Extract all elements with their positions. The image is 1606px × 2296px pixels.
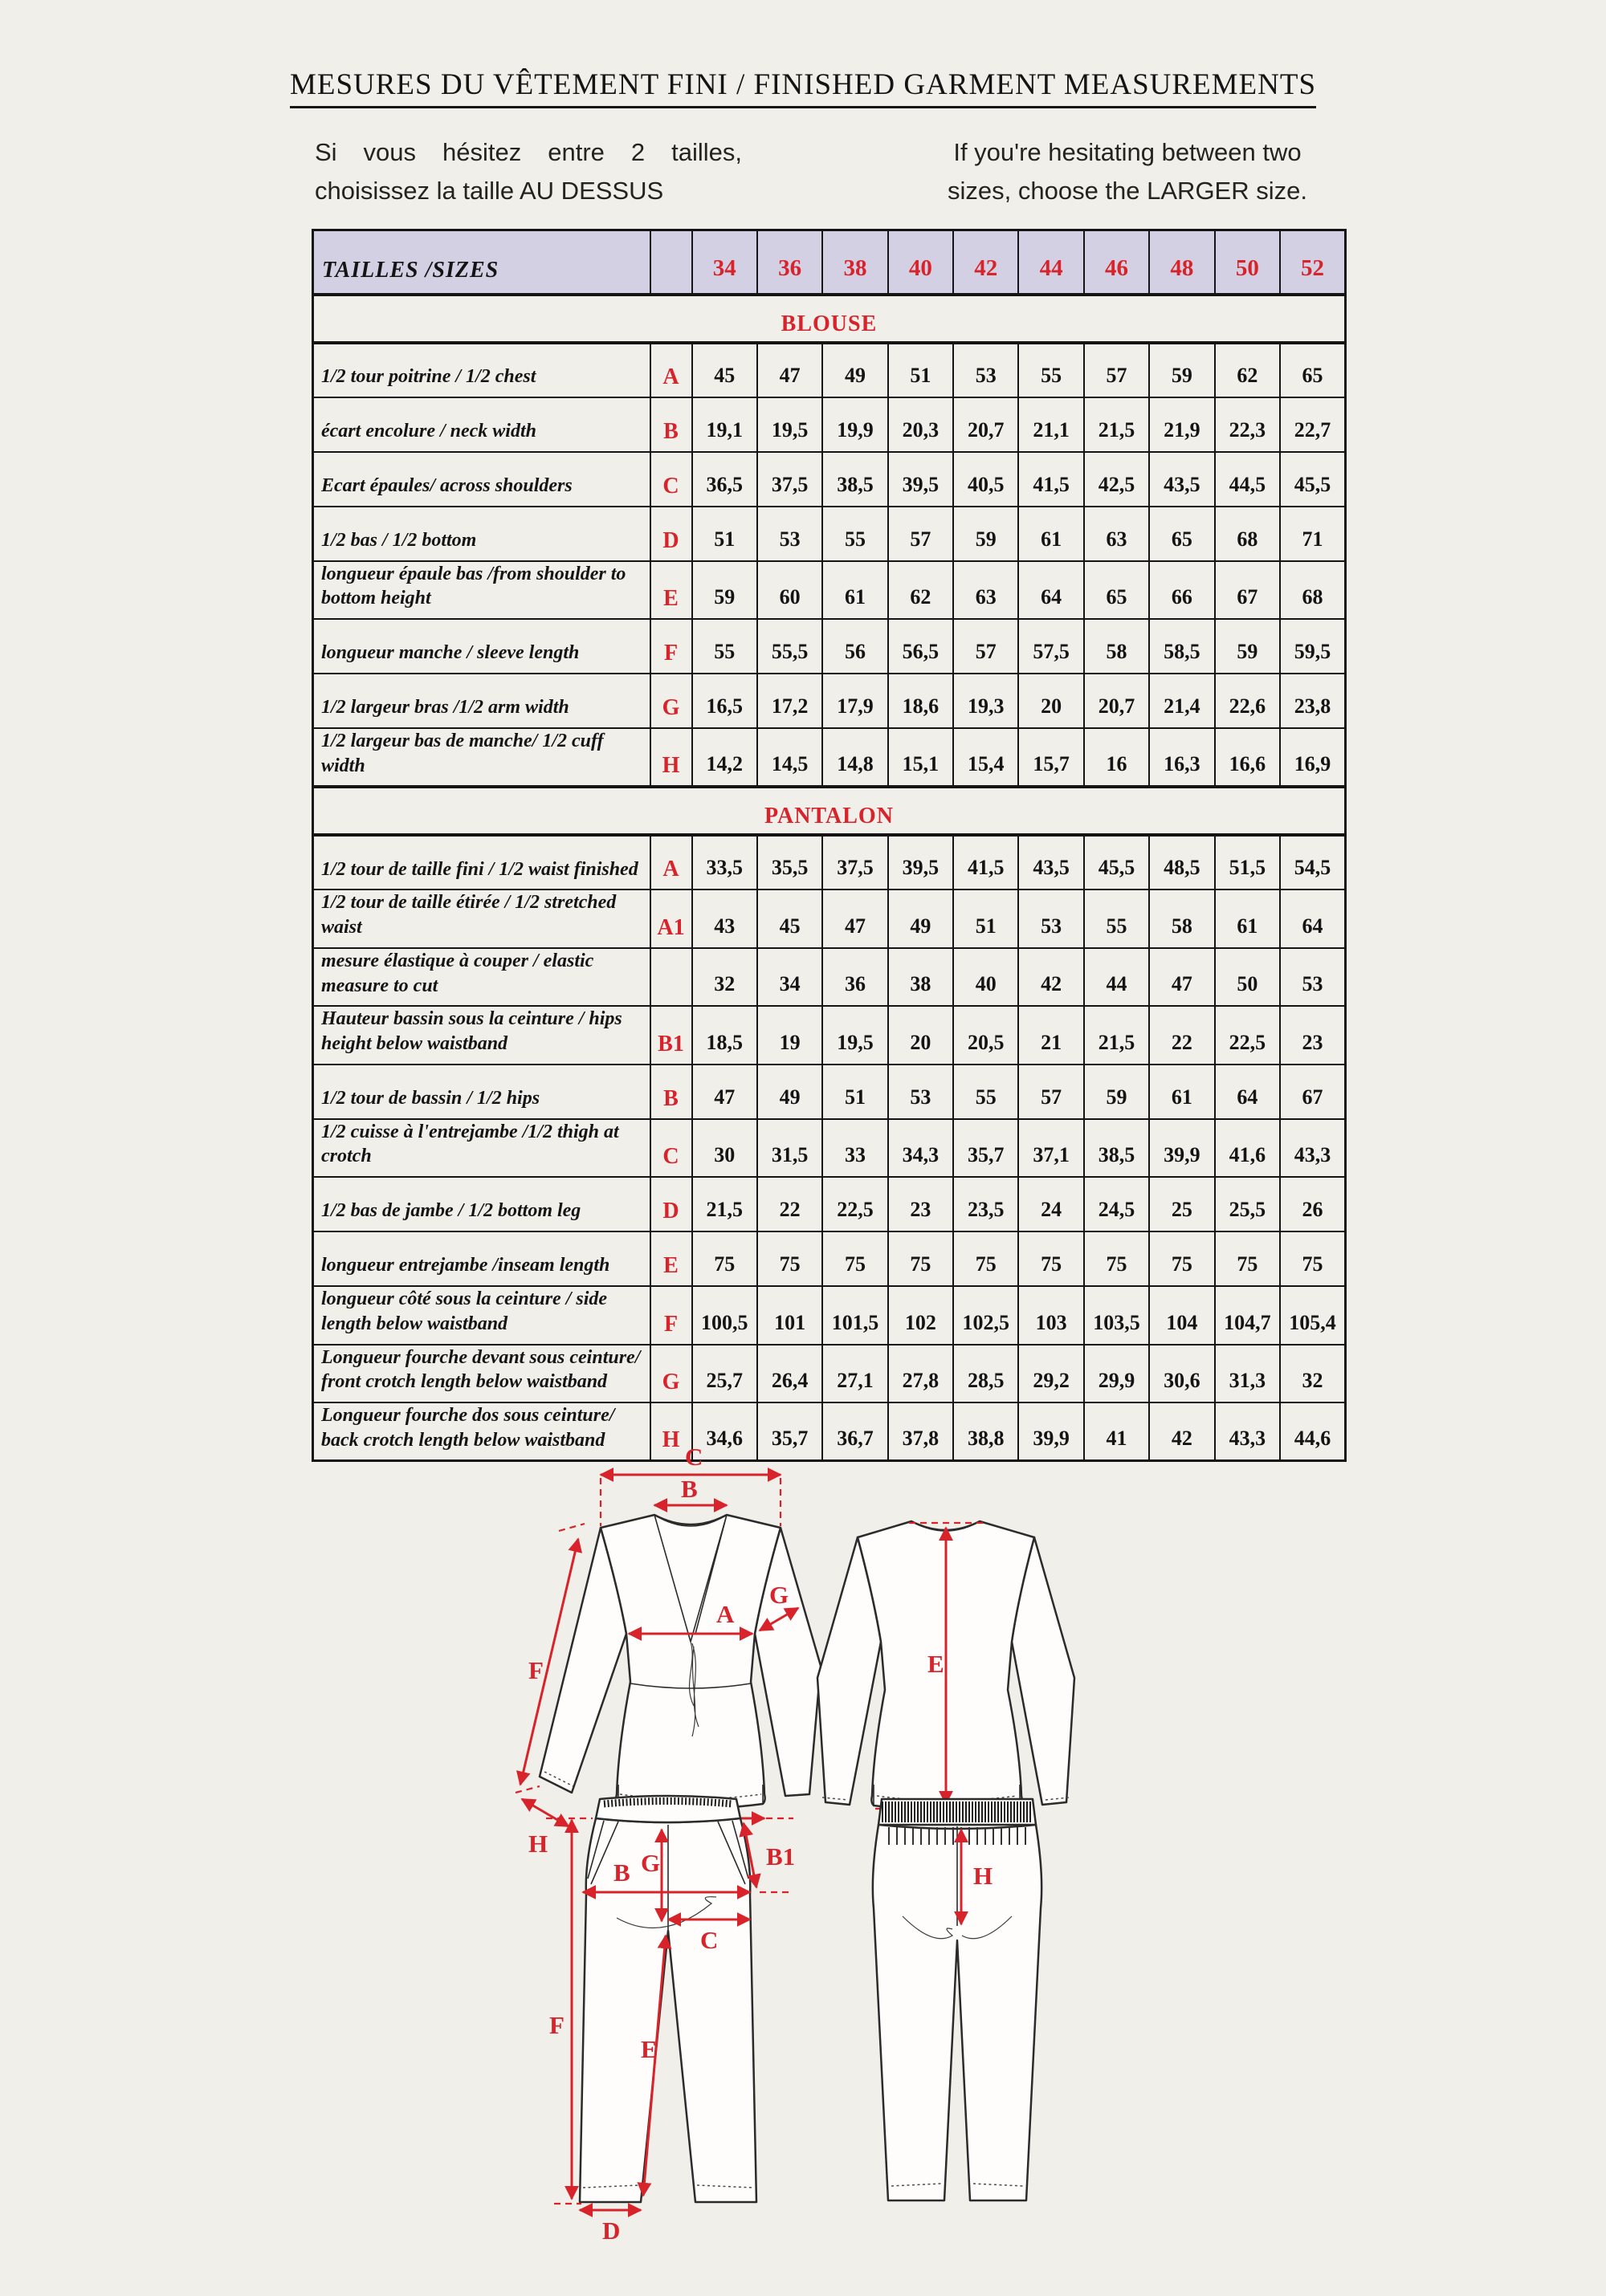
value-pantalon-D-size-50: 25,5 [1215, 1177, 1280, 1231]
value-pantalon-D-size-52: 26 [1280, 1177, 1345, 1231]
value-blouse-C-size-52: 45,5 [1280, 452, 1345, 507]
measurement-row-blouse-B [313, 397, 1346, 452]
measurement-letter-pantalon-F: F [650, 1286, 692, 1344]
value-pantalon-B-size-36: 49 [757, 1065, 822, 1119]
measurement-label-blouse-F: longueur manche / sleeve length [313, 619, 650, 674]
value-pantalon-B-size-40: 53 [888, 1065, 953, 1119]
value-blouse-B-size-44: 21,1 [1018, 397, 1083, 452]
size-column-header-52: 52 [1280, 230, 1345, 295]
page-title: MESURES DU VÊTEMENT FINI / FINISHED GARMENT MEASUREMENTS [290, 67, 1316, 108]
measurement-row-pantalon-G [313, 1345, 1346, 1402]
sizes-header-row [313, 230, 1346, 295]
measurement-label-pantalon-D: 1/2 bas de jambe / 1/2 bottom leg [313, 1177, 650, 1231]
value-blouse-B-size-38: 19,9 [822, 397, 887, 452]
value-blouse-H-size-44: 15,7 [1018, 728, 1083, 787]
value-blouse-A-size-36: 47 [757, 343, 822, 397]
value-pantalon-A-size-34: 33,5 [692, 835, 757, 889]
value-pantalon-elastic-size-34: 32 [692, 948, 757, 1006]
value-pantalon-H-size-40: 37,8 [888, 1402, 953, 1461]
value-pantalon-elastic-size-50: 50 [1215, 948, 1280, 1006]
value-pantalon-F-size-46: 103,5 [1084, 1286, 1149, 1344]
dim-label-blouse-B: B [681, 1475, 698, 1503]
size-table-body [313, 295, 1346, 1461]
value-pantalon-E-size-46: 75 [1084, 1231, 1149, 1286]
intro-fr-line1: Si vous hésitez entre 2 tailles, [315, 138, 742, 166]
measurement-letter-pantalon-E: E [650, 1231, 692, 1286]
value-blouse-A-size-50: 62 [1215, 343, 1280, 397]
value-pantalon-B1-size-36: 19 [757, 1006, 822, 1064]
measurement-letter-pantalon-C: C [650, 1119, 692, 1177]
dim-label-pants-D: D [602, 2217, 621, 2245]
value-pantalon-A-size-52: 54,5 [1280, 835, 1345, 889]
value-pantalon-F-size-50: 104,7 [1215, 1286, 1280, 1344]
pants-front-diagram [546, 1796, 795, 2245]
value-pantalon-C-size-42: 35,7 [953, 1119, 1018, 1177]
value-pantalon-E-size-36: 75 [757, 1231, 822, 1286]
value-pantalon-B-size-42: 55 [953, 1065, 1018, 1119]
measurement-row-blouse-A [313, 343, 1346, 397]
value-pantalon-A-size-38: 37,5 [822, 835, 887, 889]
measurement-letter-blouse-H: H [650, 728, 692, 787]
section-header-blouse: BLOUSE [313, 295, 1346, 343]
intro-text-french [315, 133, 742, 210]
dim-label-pants-C: C [700, 1926, 719, 1954]
measurement-letter-blouse-E: E [650, 561, 692, 619]
value-blouse-D-size-48: 65 [1149, 507, 1214, 561]
value-pantalon-B1-size-40: 20 [888, 1006, 953, 1064]
value-pantalon-elastic-size-38: 36 [822, 948, 887, 1006]
value-pantalon-B1-size-44: 21 [1018, 1006, 1083, 1064]
value-blouse-F-size-36: 55,5 [757, 619, 822, 674]
measurement-letter-blouse-A: A [650, 343, 692, 397]
dim-label-blouse-C: C [685, 1443, 703, 1471]
value-pantalon-A-size-48: 48,5 [1149, 835, 1214, 889]
value-pantalon-B-size-52: 67 [1280, 1065, 1345, 1119]
size-column-header-40: 40 [888, 230, 953, 295]
size-column-header-36: 36 [757, 230, 822, 295]
value-blouse-G-size-38: 17,9 [822, 674, 887, 728]
value-blouse-A-size-46: 57 [1084, 343, 1149, 397]
dim-label-blouse-A: A [716, 1600, 735, 1628]
value-pantalon-elastic-size-44: 42 [1018, 948, 1083, 1006]
value-blouse-C-size-50: 44,5 [1215, 452, 1280, 507]
intro-fr-line2: choisissez la taille AU DESSUS [315, 177, 664, 206]
measurement-label-blouse-C: Ecart épaules/ across shoulders [313, 452, 650, 507]
value-blouse-A-size-48: 59 [1149, 343, 1214, 397]
size-column-header-50: 50 [1215, 230, 1280, 295]
measurement-letter-pantalon-G: G [650, 1345, 692, 1402]
value-pantalon-A1-size-44: 53 [1018, 889, 1083, 947]
measurement-row-pantalon-A [313, 835, 1346, 889]
value-blouse-H-size-40: 15,1 [888, 728, 953, 787]
intro-en-line2: sizes, choose the LARGER size. [948, 177, 1307, 206]
value-pantalon-G-size-46: 29,9 [1084, 1345, 1149, 1402]
section-header-pantalon: PANTALON [313, 787, 1346, 835]
value-blouse-E-size-34: 59 [692, 561, 757, 619]
value-blouse-D-size-38: 55 [822, 507, 887, 561]
value-blouse-F-size-50: 59 [1215, 619, 1280, 674]
value-blouse-B-size-48: 21,9 [1149, 397, 1214, 452]
value-blouse-H-size-34: 14,2 [692, 728, 757, 787]
value-blouse-G-size-50: 22,6 [1215, 674, 1280, 728]
value-blouse-E-size-44: 64 [1018, 561, 1083, 619]
value-pantalon-A-size-42: 41,5 [953, 835, 1018, 889]
measurement-label-blouse-A: 1/2 tour poitrine / 1/2 chest [313, 343, 650, 397]
blouse-front-body [601, 1515, 781, 1809]
blouse-dim-ext-F [559, 1524, 585, 1531]
value-pantalon-E-size-48: 75 [1149, 1231, 1214, 1286]
value-pantalon-H-size-52: 44,6 [1280, 1402, 1345, 1461]
value-pantalon-A-size-46: 45,5 [1084, 835, 1149, 889]
measurement-row-pantalon-B1 [313, 1006, 1346, 1064]
value-blouse-F-size-40: 56,5 [888, 619, 953, 674]
measurement-row-blouse-F [313, 619, 1346, 674]
value-pantalon-G-size-36: 26,4 [757, 1345, 822, 1402]
value-blouse-E-size-36: 60 [757, 561, 822, 619]
measurement-label-blouse-D: 1/2 bas / 1/2 bottom [313, 507, 650, 561]
value-pantalon-E-size-40: 75 [888, 1231, 953, 1286]
measurement-row-blouse-E [313, 561, 1346, 619]
size-column-header-42: 42 [953, 230, 1018, 295]
value-pantalon-B1-size-50: 22,5 [1215, 1006, 1280, 1064]
value-blouse-E-size-40: 62 [888, 561, 953, 619]
value-pantalon-elastic-size-40: 38 [888, 948, 953, 1006]
value-pantalon-D-size-44: 24 [1018, 1177, 1083, 1231]
dim-label-blouse-G: G [769, 1581, 789, 1609]
value-pantalon-A1-size-46: 55 [1084, 889, 1149, 947]
dim-label-pants-E: E [641, 2035, 658, 2063]
value-pantalon-G-size-48: 30,6 [1149, 1345, 1214, 1402]
measurement-label-pantalon-B: 1/2 tour de bassin / 1/2 hips [313, 1065, 650, 1119]
value-pantalon-C-size-50: 41,6 [1215, 1119, 1280, 1177]
value-blouse-C-size-36: 37,5 [757, 452, 822, 507]
value-pantalon-H-size-42: 38,8 [953, 1402, 1018, 1461]
value-pantalon-C-size-40: 34,3 [888, 1119, 953, 1177]
size-column-header-38: 38 [822, 230, 887, 295]
value-blouse-G-size-40: 18,6 [888, 674, 953, 728]
value-pantalon-A-size-40: 39,5 [888, 835, 953, 889]
value-pantalon-F-size-40: 102 [888, 1286, 953, 1344]
measurement-row-pantalon-C [313, 1119, 1346, 1177]
measurement-row-blouse-G [313, 674, 1346, 728]
value-pantalon-G-size-52: 32 [1280, 1345, 1345, 1402]
measurement-label-blouse-B: écart encolure / neck width [313, 397, 650, 452]
size-column-header-46: 46 [1084, 230, 1149, 295]
measurement-label-pantalon-A: 1/2 tour de taille fini / 1/2 waist finished [313, 835, 650, 889]
value-pantalon-G-size-34: 25,7 [692, 1345, 757, 1402]
pants-back-diagram [873, 1799, 1041, 2200]
value-pantalon-A-size-44: 43,5 [1018, 835, 1083, 889]
letter-column-header [650, 230, 692, 295]
value-pantalon-D-size-40: 23 [888, 1177, 953, 1231]
value-blouse-A-size-38: 49 [822, 343, 887, 397]
measurement-label-pantalon-E: longueur entrejambe /inseam length [313, 1231, 650, 1286]
measurement-letter-blouse-C: C [650, 452, 692, 507]
value-pantalon-F-size-42: 102,5 [953, 1286, 1018, 1344]
value-pantalon-D-size-38: 22,5 [822, 1177, 887, 1231]
measurement-label-pantalon-A1: 1/2 tour de taille étirée / 1/2 stretched waist [313, 889, 650, 947]
value-pantalon-A1-size-34: 43 [692, 889, 757, 947]
value-pantalon-B1-size-38: 19,5 [822, 1006, 887, 1064]
value-pantalon-F-size-44: 103 [1018, 1286, 1083, 1344]
value-pantalon-E-size-50: 75 [1215, 1231, 1280, 1286]
measurement-letter-blouse-F: F [650, 619, 692, 674]
value-pantalon-H-size-44: 39,9 [1018, 1402, 1083, 1461]
measurement-row-pantalon-E [313, 1231, 1346, 1286]
measurement-row-blouse-C [313, 452, 1346, 507]
value-pantalon-D-size-36: 22 [757, 1177, 822, 1231]
value-blouse-B-size-34: 19,1 [692, 397, 757, 452]
value-blouse-C-size-44: 41,5 [1018, 452, 1083, 507]
measurement-letter-pantalon-elastic [650, 948, 692, 1006]
dim-label-blouse-E: E [927, 1650, 944, 1678]
value-blouse-C-size-46: 42,5 [1084, 452, 1149, 507]
measurement-row-pantalon-A1 [313, 889, 1346, 947]
value-pantalon-C-size-46: 38,5 [1084, 1119, 1149, 1177]
value-pantalon-D-size-48: 25 [1149, 1177, 1214, 1231]
value-pantalon-A1-size-40: 49 [888, 889, 953, 947]
blouse-back-diagram [817, 1521, 1074, 1810]
value-blouse-B-size-52: 22,7 [1280, 397, 1345, 452]
value-pantalon-H-size-46: 41 [1084, 1402, 1149, 1461]
value-pantalon-E-size-34: 75 [692, 1231, 757, 1286]
measurement-letter-pantalon-D: D [650, 1177, 692, 1231]
value-pantalon-G-size-38: 27,1 [822, 1345, 887, 1402]
value-pantalon-B1-size-42: 20,5 [953, 1006, 1018, 1064]
measurement-letter-pantalon-H: H [650, 1402, 692, 1461]
dim-label-blouse-F: F [528, 1656, 544, 1684]
value-pantalon-A1-size-42: 51 [953, 889, 1018, 947]
value-pantalon-F-size-48: 104 [1149, 1286, 1214, 1344]
value-blouse-H-size-42: 15,4 [953, 728, 1018, 787]
value-blouse-F-size-46: 58 [1084, 619, 1149, 674]
value-blouse-E-size-50: 67 [1215, 561, 1280, 619]
measurement-letter-pantalon-A: A [650, 835, 692, 889]
value-pantalon-D-size-42: 23,5 [953, 1177, 1018, 1231]
measurement-label-pantalon-B1: Hauteur bassin sous la ceinture / hips height below waistband [313, 1006, 650, 1064]
measurement-label-pantalon-elastic: mesure élastique à couper / elastic measure to cut [313, 948, 650, 1006]
measurement-table [312, 229, 1347, 1462]
value-blouse-A-size-40: 51 [888, 343, 953, 397]
value-blouse-G-size-34: 16,5 [692, 674, 757, 728]
value-blouse-F-size-42: 57 [953, 619, 1018, 674]
value-pantalon-B1-size-48: 22 [1149, 1006, 1214, 1064]
value-blouse-F-size-44: 57,5 [1018, 619, 1083, 674]
value-pantalon-C-size-48: 39,9 [1149, 1119, 1214, 1177]
dim-label-pants-B1: B1 [766, 1842, 796, 1871]
size-column-header-44: 44 [1018, 230, 1083, 295]
value-pantalon-E-size-42: 75 [953, 1231, 1018, 1286]
value-blouse-E-size-48: 66 [1149, 561, 1214, 619]
measurement-label-pantalon-H: Longueur fourche dos sous ceinture/ back crotch length below waistband [313, 1402, 650, 1461]
value-pantalon-B1-size-46: 21,5 [1084, 1006, 1149, 1064]
measurement-label-blouse-H: 1/2 largeur bas de manche/ 1/2 cuff width [313, 728, 650, 787]
section-band-row-pantalon [313, 787, 1346, 835]
value-pantalon-E-size-38: 75 [822, 1231, 887, 1286]
value-pantalon-C-size-36: 31,5 [757, 1119, 822, 1177]
measurement-letter-pantalon-A1: A1 [650, 889, 692, 947]
value-pantalon-G-size-44: 29,2 [1018, 1345, 1083, 1402]
page-header [287, 67, 1319, 108]
measurement-row-pantalon-D [313, 1177, 1346, 1231]
value-blouse-F-size-34: 55 [692, 619, 757, 674]
value-pantalon-G-size-42: 28,5 [953, 1345, 1018, 1402]
dim-label-pants-H: H [973, 1862, 993, 1890]
measurement-row-blouse-D [313, 507, 1346, 561]
value-blouse-C-size-42: 40,5 [953, 452, 1018, 507]
dim-label-pants-B: B [613, 1858, 630, 1887]
value-blouse-E-size-38: 61 [822, 561, 887, 619]
value-pantalon-C-size-34: 30 [692, 1119, 757, 1177]
value-pantalon-H-size-50: 43,3 [1215, 1402, 1280, 1461]
section-band-row-blouse [313, 295, 1346, 343]
dim-label-pants-G: G [641, 1849, 661, 1877]
measurement-label-blouse-G: 1/2 largeur bras /1/2 arm width [313, 674, 650, 728]
value-blouse-F-size-48: 58,5 [1149, 619, 1214, 674]
value-pantalon-F-size-52: 105,4 [1280, 1286, 1345, 1344]
value-blouse-H-size-38: 14,8 [822, 728, 887, 787]
measurement-letter-blouse-D: D [650, 507, 692, 561]
value-pantalon-D-size-34: 21,5 [692, 1177, 757, 1231]
value-pantalon-H-size-36: 35,7 [757, 1402, 822, 1461]
value-blouse-H-size-48: 16,3 [1149, 728, 1214, 787]
measurement-label-blouse-E: longueur épaule bas /from shoulder to bottom height [313, 561, 650, 619]
value-blouse-B-size-42: 20,7 [953, 397, 1018, 452]
value-pantalon-C-size-38: 33 [822, 1119, 887, 1177]
value-blouse-A-size-42: 53 [953, 343, 1018, 397]
value-blouse-D-size-34: 51 [692, 507, 757, 561]
table-corner-label: TAILLES /SIZES [313, 230, 650, 295]
intro-text-english [904, 133, 1351, 210]
measurement-row-pantalon-elastic [313, 948, 1346, 1006]
value-pantalon-F-size-38: 101,5 [822, 1286, 887, 1344]
value-pantalon-E-size-44: 75 [1018, 1231, 1083, 1286]
value-pantalon-elastic-size-48: 47 [1149, 948, 1214, 1006]
value-pantalon-B-size-38: 51 [822, 1065, 887, 1119]
value-blouse-A-size-34: 45 [692, 343, 757, 397]
value-pantalon-A1-size-38: 47 [822, 889, 887, 947]
measurement-letter-blouse-B: B [650, 397, 692, 452]
value-blouse-C-size-34: 36,5 [692, 452, 757, 507]
size-column-header-34: 34 [692, 230, 757, 295]
measurement-row-pantalon-F [313, 1286, 1346, 1344]
garment-diagrams [498, 1441, 1140, 2292]
measurement-row-pantalon-B [313, 1065, 1346, 1119]
measurement-label-pantalon-G: Longueur fourche devant sous ceinture/ front crotch length below waistband [313, 1345, 650, 1402]
value-pantalon-H-size-48: 42 [1149, 1402, 1214, 1461]
value-blouse-B-size-36: 19,5 [757, 397, 822, 452]
measurement-row-blouse-H [313, 728, 1346, 787]
value-blouse-H-size-50: 16,6 [1215, 728, 1280, 787]
value-pantalon-G-size-40: 27,8 [888, 1345, 953, 1402]
value-blouse-H-size-52: 16,9 [1280, 728, 1345, 787]
value-pantalon-D-size-46: 24,5 [1084, 1177, 1149, 1231]
value-pantalon-G-size-50: 31,3 [1215, 1345, 1280, 1402]
value-pantalon-B-size-50: 64 [1215, 1065, 1280, 1119]
blouse-dim-ext-H [516, 1786, 540, 1793]
value-blouse-C-size-38: 38,5 [822, 452, 887, 507]
value-pantalon-B1-size-52: 23 [1280, 1006, 1345, 1064]
value-pantalon-B1-size-34: 18,5 [692, 1006, 757, 1064]
value-blouse-D-size-52: 71 [1280, 507, 1345, 561]
value-blouse-G-size-36: 17,2 [757, 674, 822, 728]
value-blouse-H-size-36: 14,5 [757, 728, 822, 787]
measurement-label-pantalon-F: longueur côté sous la ceinture / side length below waistband [313, 1286, 650, 1344]
value-pantalon-A1-size-48: 58 [1149, 889, 1214, 947]
value-blouse-D-size-44: 61 [1018, 507, 1083, 561]
value-blouse-C-size-48: 43,5 [1149, 452, 1214, 507]
value-blouse-G-size-44: 20 [1018, 674, 1083, 728]
value-blouse-G-size-46: 20,7 [1084, 674, 1149, 728]
value-pantalon-E-size-52: 75 [1280, 1231, 1345, 1286]
value-pantalon-B-size-34: 47 [692, 1065, 757, 1119]
size-column-header-48: 48 [1149, 230, 1214, 295]
measurement-letter-blouse-G: G [650, 674, 692, 728]
value-pantalon-A1-size-52: 64 [1280, 889, 1345, 947]
value-pantalon-C-size-52: 43,3 [1280, 1119, 1345, 1177]
value-blouse-D-size-36: 53 [757, 507, 822, 561]
value-pantalon-elastic-size-46: 44 [1084, 948, 1149, 1006]
value-blouse-B-size-46: 21,5 [1084, 397, 1149, 452]
value-blouse-G-size-48: 21,4 [1149, 674, 1214, 728]
value-blouse-A-size-52: 65 [1280, 343, 1345, 397]
value-pantalon-F-size-34: 100,5 [692, 1286, 757, 1344]
value-blouse-B-size-50: 22,3 [1215, 397, 1280, 452]
value-blouse-E-size-46: 65 [1084, 561, 1149, 619]
value-pantalon-A1-size-50: 61 [1215, 889, 1280, 947]
dim-label-blouse-H: H [528, 1830, 548, 1858]
value-blouse-D-size-50: 68 [1215, 507, 1280, 561]
value-blouse-B-size-40: 20,3 [888, 397, 953, 452]
value-pantalon-elastic-size-42: 40 [953, 948, 1018, 1006]
value-pantalon-elastic-size-52: 53 [1280, 948, 1345, 1006]
dim-label-pants-F: F [549, 2011, 565, 2039]
value-blouse-C-size-40: 39,5 [888, 452, 953, 507]
value-blouse-D-size-42: 59 [953, 507, 1018, 561]
value-blouse-E-size-42: 63 [953, 561, 1018, 619]
value-pantalon-A-size-36: 35,5 [757, 835, 822, 889]
measurement-label-pantalon-C: 1/2 cuisse à l'entrejambe /1/2 thigh at crotch [313, 1119, 650, 1177]
value-blouse-F-size-38: 56 [822, 619, 887, 674]
value-blouse-D-size-46: 63 [1084, 507, 1149, 561]
value-blouse-H-size-46: 16 [1084, 728, 1149, 787]
value-blouse-D-size-40: 57 [888, 507, 953, 561]
value-blouse-G-size-42: 19,3 [953, 674, 1018, 728]
value-blouse-E-size-52: 68 [1280, 561, 1345, 619]
value-pantalon-B-size-46: 59 [1084, 1065, 1149, 1119]
value-blouse-G-size-52: 23,8 [1280, 674, 1345, 728]
value-pantalon-F-size-36: 101 [757, 1286, 822, 1344]
value-pantalon-H-size-34: 34,6 [692, 1402, 757, 1461]
value-blouse-F-size-52: 59,5 [1280, 619, 1345, 674]
value-pantalon-C-size-44: 37,1 [1018, 1119, 1083, 1177]
measurement-letter-pantalon-B: B [650, 1065, 692, 1119]
value-pantalon-B-size-48: 61 [1149, 1065, 1214, 1119]
blouse-dim-arrow-H [522, 1799, 569, 1826]
intro-en-line1: If you're hesitating between two [953, 138, 1302, 166]
value-pantalon-A1-size-36: 45 [757, 889, 822, 947]
value-blouse-A-size-44: 55 [1018, 343, 1083, 397]
measurement-letter-pantalon-B1: B1 [650, 1006, 692, 1064]
value-pantalon-B-size-44: 57 [1018, 1065, 1083, 1119]
value-pantalon-elastic-size-36: 34 [757, 948, 822, 1006]
value-pantalon-H-size-38: 36,7 [822, 1402, 887, 1461]
value-pantalon-A-size-50: 51,5 [1215, 835, 1280, 889]
